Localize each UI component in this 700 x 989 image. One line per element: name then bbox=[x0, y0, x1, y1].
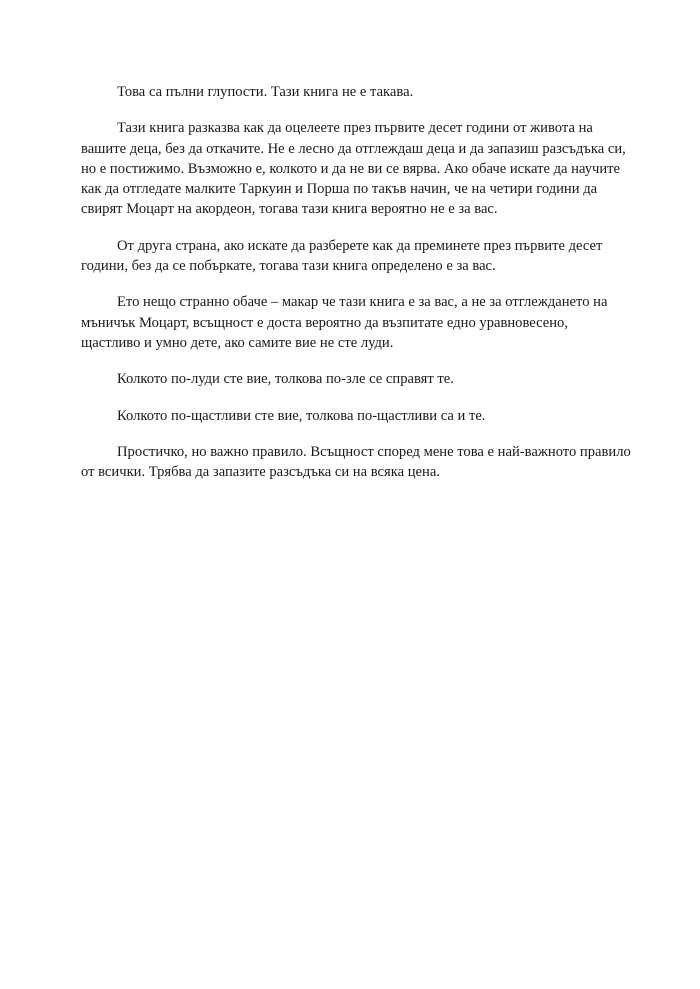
paragraph bbox=[81, 369, 616, 389]
text-line: вашите деца, без да откачите. Не е лесно да отглеждаш деца и да запазиш разсъдъка си, bbox=[81, 140, 626, 157]
paragraph bbox=[81, 118, 626, 219]
paragraph bbox=[81, 442, 631, 483]
text-line: Ето нещо странно обаче – макар че тази книга е за вас, а не за отглеждането на bbox=[117, 294, 608, 311]
text-line: Колкото по-щастливи сте вие, толкова по-щастливи са и те. bbox=[117, 407, 486, 424]
paragraph bbox=[81, 406, 616, 426]
text-line: свирят Моцарт на акордеон, тогава тази книга вероятно не е за вас. bbox=[81, 201, 498, 218]
text-line: От друга страна, ако искате да разберете как да преминете през първите десет bbox=[117, 237, 603, 254]
paragraph bbox=[81, 82, 616, 102]
text-line: но е постижимо. Възможно е, колкото и да не ви се вярва. Ако обаче искате да научите bbox=[81, 160, 621, 177]
text-line: мъничък Моцарт, всъщност е доста вероятно да възпитате едно уравновесено, bbox=[81, 314, 568, 331]
paragraph bbox=[81, 292, 616, 353]
text-line: как да отгледате малките Таркуин и Порша по такъв начин, че на четири години да bbox=[81, 181, 598, 198]
text-line: щастливо и умно дете, ако самите вие не сте луди. bbox=[81, 334, 394, 351]
paragraph bbox=[81, 236, 616, 277]
text-line: години, без да се побъркате, тогава тази книга определено е за вас. bbox=[81, 258, 496, 275]
text-line: от всички. Трябва да запазите разсъдъка си на всяка цена. bbox=[81, 464, 440, 481]
text-line: Колкото по-луди сте вие, толкова по-зле се справят те. bbox=[117, 371, 454, 388]
text-line: Простичко, но важно правило. Всъщност според мене това е най-важното правило bbox=[117, 443, 631, 460]
text-line: Това са пълни глупости. Тази книга не е такава. bbox=[117, 84, 414, 100]
document-body bbox=[81, 82, 631, 498]
text-line: Тази книга разказва как да оцелеете през първите десет години от живота на bbox=[117, 120, 593, 137]
